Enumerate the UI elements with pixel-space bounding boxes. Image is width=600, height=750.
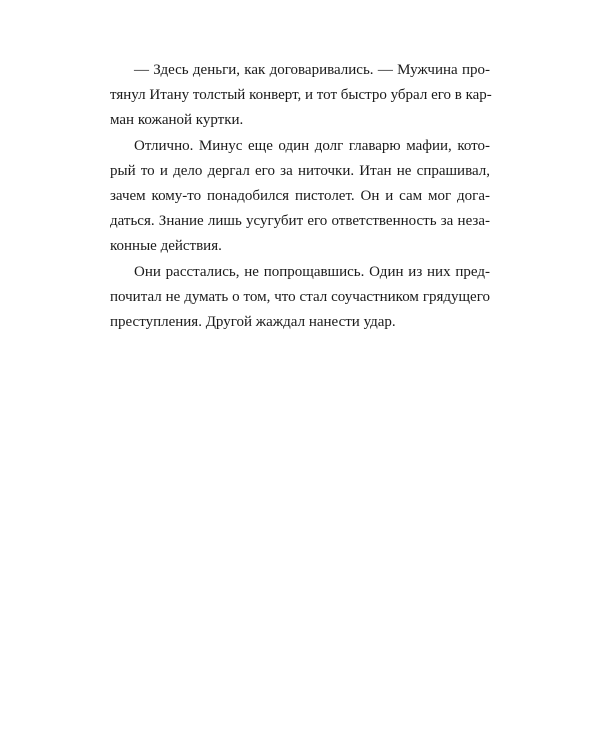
body-text: [110, 58, 490, 335]
text-line: ман кожаной куртки.: [110, 112, 244, 129]
text-line: рый то и дело дергал его за ниточки. Итан не спрашивал,: [110, 162, 490, 179]
text-line: Они расстались, не попрощавшись. Один из них пред-: [134, 263, 490, 280]
text-line: тянул Итану толстый конверт, и тот быстро убрал его в кар-: [110, 87, 492, 104]
text-line: почитал не думать о том, что стал соучастником грядущего: [110, 288, 490, 305]
text-line: Отлично. Минус еще один долг главарю мафии, кото-: [134, 137, 490, 154]
paragraph-2: [110, 134, 490, 260]
text-line: конные действия.: [110, 238, 222, 255]
text-line: — Здесь деньги, как договаривались. — Мужчина про-: [134, 62, 490, 78]
paragraph-1: [110, 58, 490, 134]
paragraph-3: [110, 260, 490, 336]
text-line: зачем кому-то понадобился пистолет. Он и сам мог дога-: [110, 187, 490, 204]
text-line: даться. Знание лишь усугубит его ответственность за неза-: [110, 213, 490, 230]
text-line: преступления. Другой жаждал нанести удар.: [110, 313, 396, 330]
